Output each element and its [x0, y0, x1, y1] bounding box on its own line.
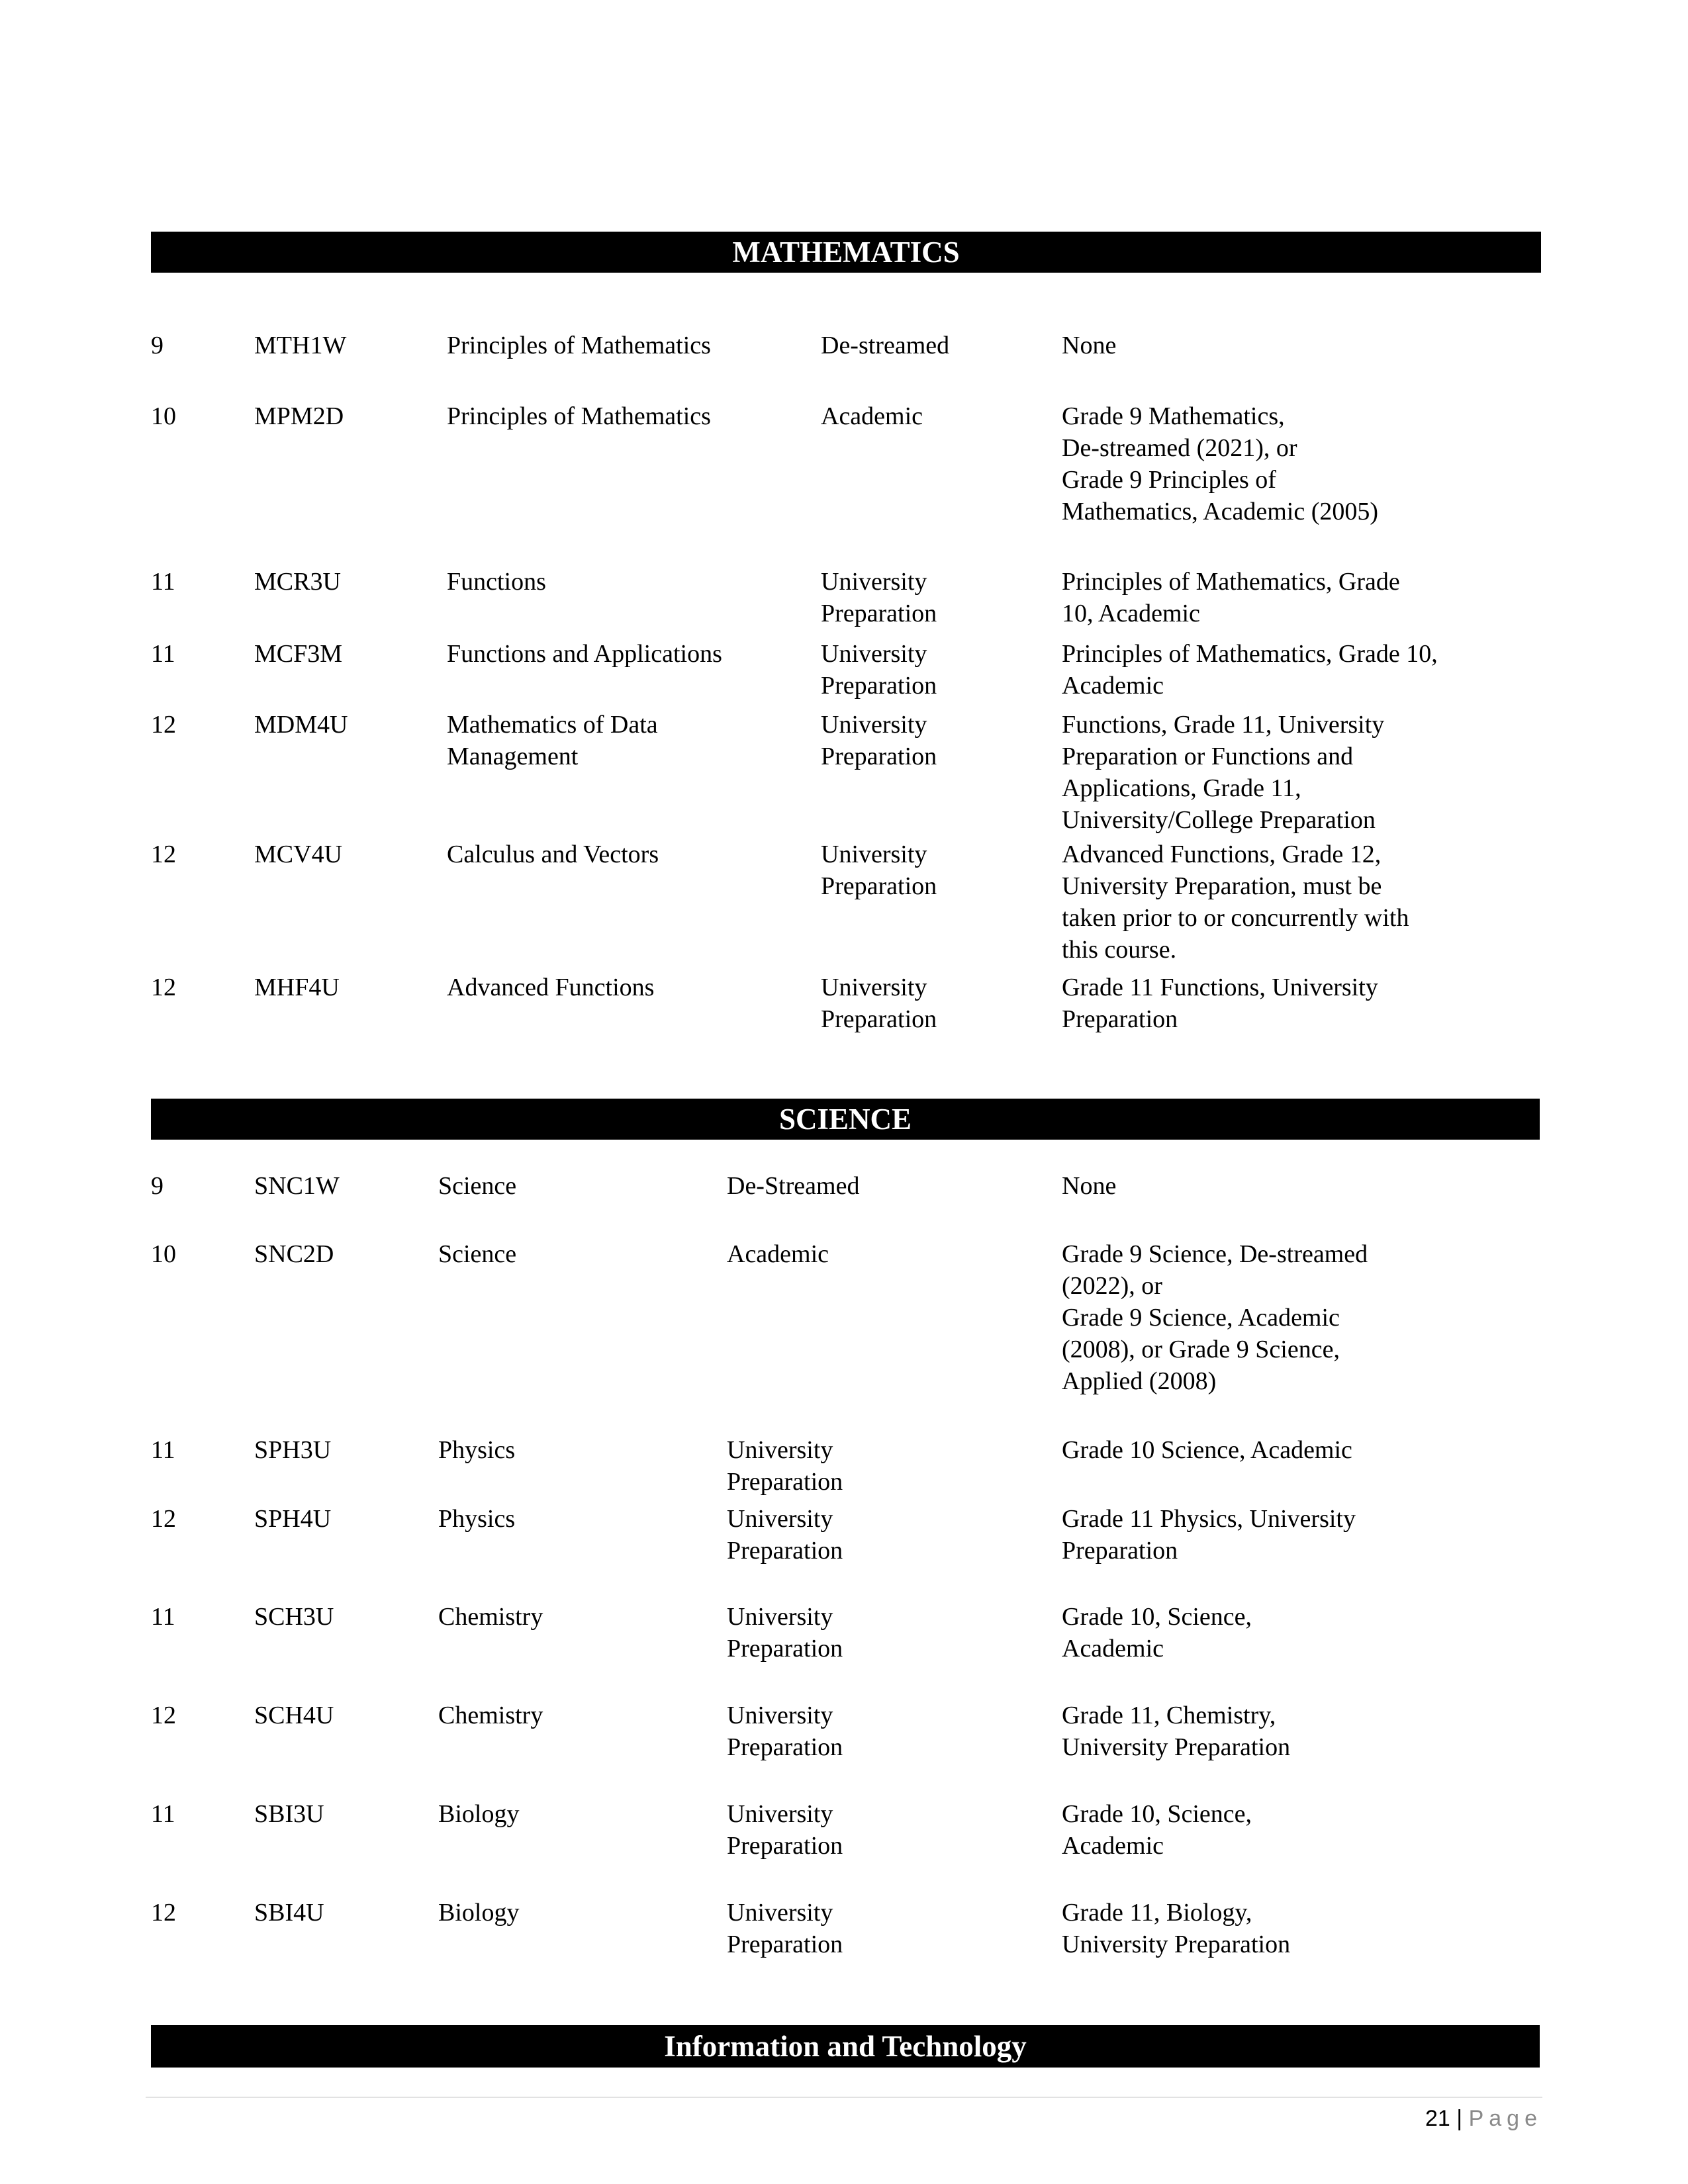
course-name-cell: Physics: [438, 1436, 516, 1464]
course-name-cell: Science: [438, 1240, 517, 1268]
section-title: Information and Technology: [664, 2030, 1027, 2063]
course-type-cell: University Preparation: [821, 640, 937, 700]
course-code-cell: MCR3U: [254, 568, 341, 596]
grade-cell: 12: [151, 974, 176, 1001]
grade-cell: 9: [151, 1172, 164, 1200]
prerequisite-cell: Grade 10, Science, Academic: [1062, 1603, 1252, 1662]
course-type-cell: University Preparation: [727, 1899, 843, 1958]
course-type-cell: University Preparation: [727, 1800, 843, 1860]
grade-cell: 12: [151, 1702, 176, 1729]
course-code-cell: SCH3U: [254, 1603, 334, 1631]
course-name-cell: Physics: [438, 1505, 516, 1533]
course-name-cell: Biology: [438, 1899, 520, 1927]
course-type-cell: Academic: [727, 1240, 829, 1268]
prerequisite-cell: Principles of Mathematics, Grade 10, Academic: [1062, 640, 1438, 700]
course-name-cell: Science: [438, 1172, 517, 1200]
page-label: Page: [1468, 2106, 1542, 2131]
course-type-cell: De-Streamed: [727, 1172, 860, 1200]
course-name-cell: Biology: [438, 1800, 520, 1828]
grade-cell: 10: [151, 402, 176, 430]
grade-cell: 11: [151, 568, 175, 596]
grade-cell: 9: [151, 332, 164, 359]
course-type-cell: University Preparation: [727, 1436, 843, 1496]
course-type-cell: University Preparation: [727, 1505, 843, 1565]
prerequisite-cell: None: [1062, 332, 1117, 359]
section-title: SCIENCE: [778, 1103, 912, 1136]
prerequisite-cell: Principles of Mathematics, Grade 10, Academic: [1062, 568, 1400, 627]
course-name-cell: Principles of Mathematics: [447, 402, 711, 430]
grade-cell: 11: [151, 640, 175, 668]
course-code-cell: MPM2D: [254, 402, 344, 430]
course-code-cell: MDM4U: [254, 711, 348, 739]
course-name-cell: Mathematics of Data Management: [447, 711, 658, 770]
course-code-cell: MCF3M: [254, 640, 343, 668]
course-type-cell: University Preparation: [727, 1603, 843, 1662]
page-number: 21: [1425, 2106, 1450, 2131]
course-name-cell: Functions: [447, 568, 546, 596]
prerequisite-cell: Grade 9 Mathematics, De-streamed (2021), or Grade 9 Principles of Mathematics, Academic (2005): [1062, 402, 1379, 525]
section-header-information-technology: [151, 2025, 1540, 2068]
course-type-cell: Academic: [821, 402, 923, 430]
prerequisite-cell: None: [1062, 1172, 1117, 1200]
grade-cell: 12: [151, 1899, 176, 1927]
prerequisite-cell: Grade 11 Physics, University Preparation: [1062, 1505, 1356, 1565]
prerequisite-cell: Grade 10 Science, Academic: [1062, 1436, 1352, 1464]
grade-cell: 12: [151, 711, 176, 739]
course-code-cell: SCH4U: [254, 1702, 334, 1729]
grade-cell: 11: [151, 1436, 175, 1464]
course-code-cell: SNC1W: [254, 1172, 340, 1200]
section-header-science: [151, 1099, 1540, 1140]
prerequisite-cell: Grade 11 Functions, University Preparation: [1062, 974, 1378, 1033]
course-code-cell: MHF4U: [254, 974, 340, 1001]
footer-separator: |: [1456, 2106, 1463, 2131]
course-code-cell: SBI4U: [254, 1899, 324, 1927]
section-title: MATHEMATICS: [732, 236, 960, 269]
course-name-cell: Functions and Applications: [447, 640, 722, 668]
section-header-mathematics: [151, 232, 1541, 273]
course-code-cell: SPH4U: [254, 1505, 332, 1533]
prerequisite-cell: Grade 10, Science, Academic: [1062, 1800, 1252, 1860]
course-code-cell: MTH1W: [254, 332, 347, 359]
prerequisite-cell: Advanced Functions, Grade 12, University Preparation, must be taken prior to or concurrently with this course.: [1062, 841, 1409, 964]
course-name-cell: Chemistry: [438, 1702, 543, 1729]
course-code-cell: MCV4U: [254, 841, 343, 868]
course-name-cell: Principles of Mathematics: [447, 332, 711, 359]
course-name-cell: Calculus and Vectors: [447, 841, 659, 868]
course-code-cell: SNC2D: [254, 1240, 334, 1268]
grade-cell: 11: [151, 1603, 175, 1631]
page-footer: [1425, 2106, 1542, 2132]
prerequisite-cell: Grade 9 Science, De-streamed (2022), or Grade 9 Science, Academic (2008), or Grade 9 Science, Applied (2008): [1062, 1240, 1368, 1395]
course-name-cell: Chemistry: [438, 1603, 543, 1631]
course-name-cell: Advanced Functions: [447, 974, 655, 1001]
grade-cell: 11: [151, 1800, 175, 1828]
course-type-cell: University Preparation: [821, 974, 937, 1033]
grade-cell: 10: [151, 1240, 176, 1268]
grade-cell: 12: [151, 1505, 176, 1533]
prerequisite-cell: Grade 11, Chemistry, University Preparation: [1062, 1702, 1291, 1761]
course-type-cell: University Preparation: [821, 568, 937, 627]
course-code-cell: SPH3U: [254, 1436, 332, 1464]
prerequisite-cell: Grade 11, Biology, University Preparation: [1062, 1899, 1291, 1958]
prerequisite-cell: Functions, Grade 11, University Preparation or Functions and Applications, Grade 11, University/College Preparation: [1062, 711, 1385, 834]
course-type-cell: University Preparation: [821, 711, 937, 770]
footer-divider: [146, 2097, 1542, 2098]
course-code-cell: SBI3U: [254, 1800, 324, 1828]
course-type-cell: University Preparation: [727, 1702, 843, 1761]
course-type-cell: De-streamed: [821, 332, 950, 359]
course-type-cell: University Preparation: [821, 841, 937, 900]
grade-cell: 12: [151, 841, 176, 868]
